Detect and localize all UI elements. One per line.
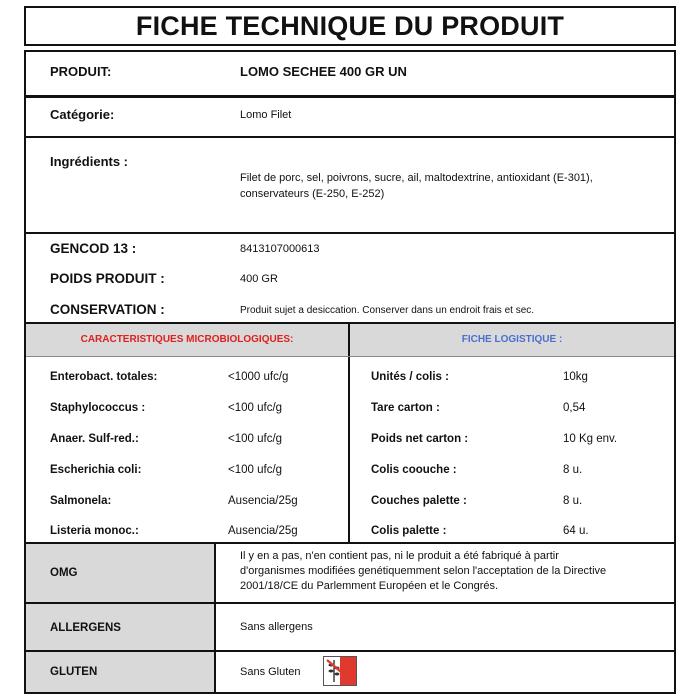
conservation-value: Produit sujet a desiccation. Conserver dans un endroit frais et sec. <box>240 305 535 316</box>
micro-row-label: Escherichia coli: <box>50 464 142 476</box>
micro-row-value: Ausencia/25g <box>228 495 298 507</box>
gencod-value: 8413107000613 <box>240 243 320 255</box>
gluten-value: Sans Gluten <box>240 666 301 678</box>
logistics-row-value: 8 u. <box>563 464 583 476</box>
technical-sheet <box>24 6 676 694</box>
omg-label-cell <box>26 544 216 602</box>
category-value: Lomo Filet <box>240 109 292 121</box>
ingredients-line-2: conservateurs (E-250, E-252) <box>240 188 385 200</box>
micro-row-value: <100 ufc/g <box>228 464 283 476</box>
allergens-row <box>24 602 676 652</box>
micro-row-value: Ausencia/25g <box>228 525 298 537</box>
allergens-label-cell <box>26 604 216 650</box>
micro-row-label: Anaer. Sulf-red.: <box>50 433 139 445</box>
microbiology-header: CARACTERISTIQUES MICROBIOLOGIQUES: <box>26 324 348 356</box>
micro-row-label: Salmonela: <box>50 495 112 507</box>
logistics-row-label: Unités / colis : <box>371 371 449 383</box>
category-label: Catégorie: <box>50 107 115 122</box>
logistics-row-label: Tare carton : <box>371 402 440 414</box>
micro-row-value: <100 ufc/g <box>228 402 283 414</box>
ingredients-row <box>24 136 676 234</box>
allergens-label: ALLERGENS <box>50 622 121 634</box>
weight-label: POIDS PRODUIT : <box>50 271 165 286</box>
gluten-row <box>24 650 676 694</box>
product-details-block <box>24 232 676 324</box>
omg-label: OMG <box>50 567 78 579</box>
product-value: LOMO SECHEE 400 GR UN <box>240 64 407 79</box>
logistics-row-value: 10kg <box>563 371 588 383</box>
product-row <box>24 50 676 98</box>
product-label: PRODUIT: <box>50 64 112 79</box>
logistics-header: FICHE LOGISTIQUE : <box>350 324 674 356</box>
logistics-row-value: 0,54 <box>563 402 586 414</box>
omg-text-line-3: 2001/18/CE du Parlemment Européen et le Congrés. <box>240 580 499 592</box>
logistics-row-value: 8 u. <box>563 495 583 507</box>
weight-value: 400 GR <box>240 273 278 285</box>
header-underline <box>26 356 674 357</box>
logistics-row-label: Colis palette : <box>371 525 447 537</box>
logistics-row-value: 10 Kg env. <box>563 433 618 445</box>
sheet-title: FICHE TECHNIQUE DU PRODUIT <box>24 6 676 46</box>
micro-row-label: Listeria monoc.: <box>50 525 139 537</box>
omg-row <box>24 542 676 604</box>
allergens-value: Sans allergens <box>240 621 313 633</box>
logistics-row-value: 64 u. <box>563 525 589 537</box>
category-row <box>24 95 676 138</box>
logistics-row-label: Couches palette : <box>371 495 467 507</box>
omg-text-line-2: d'organismes modifiées genétiquemment selon l'acceptation de la Directive <box>240 565 607 577</box>
crossed-grain-icon <box>323 656 357 686</box>
ingredients-label: Ingrédients : <box>50 154 129 169</box>
gencod-label: GENCOD 13 : <box>50 241 137 256</box>
micro-row-label: Staphylococcus : <box>50 402 146 414</box>
micro-row-value: <100 ufc/g <box>228 433 283 445</box>
gluten-label-cell <box>26 652 216 692</box>
conservation-label: CONSERVATION : <box>50 302 165 317</box>
specs-table <box>24 322 676 544</box>
logistics-row-label: Colis coouche : <box>371 464 457 476</box>
micro-row-value: <1000 ufc/g <box>228 371 289 383</box>
micro-row-label: Enterobact. totales: <box>50 371 158 383</box>
omg-text-line-1: Il y en a pas, n'en contient pas, ni le produit a été fabriqué à partir <box>240 550 559 562</box>
logistics-row-label: Poids net carton : <box>371 433 469 445</box>
gluten-label: GLUTEN <box>50 666 98 678</box>
ingredients-line-1: Filet de porc, sel, poivrons, sucre, ail, maltodextrine, antioxidant (E-301), <box>240 172 593 184</box>
